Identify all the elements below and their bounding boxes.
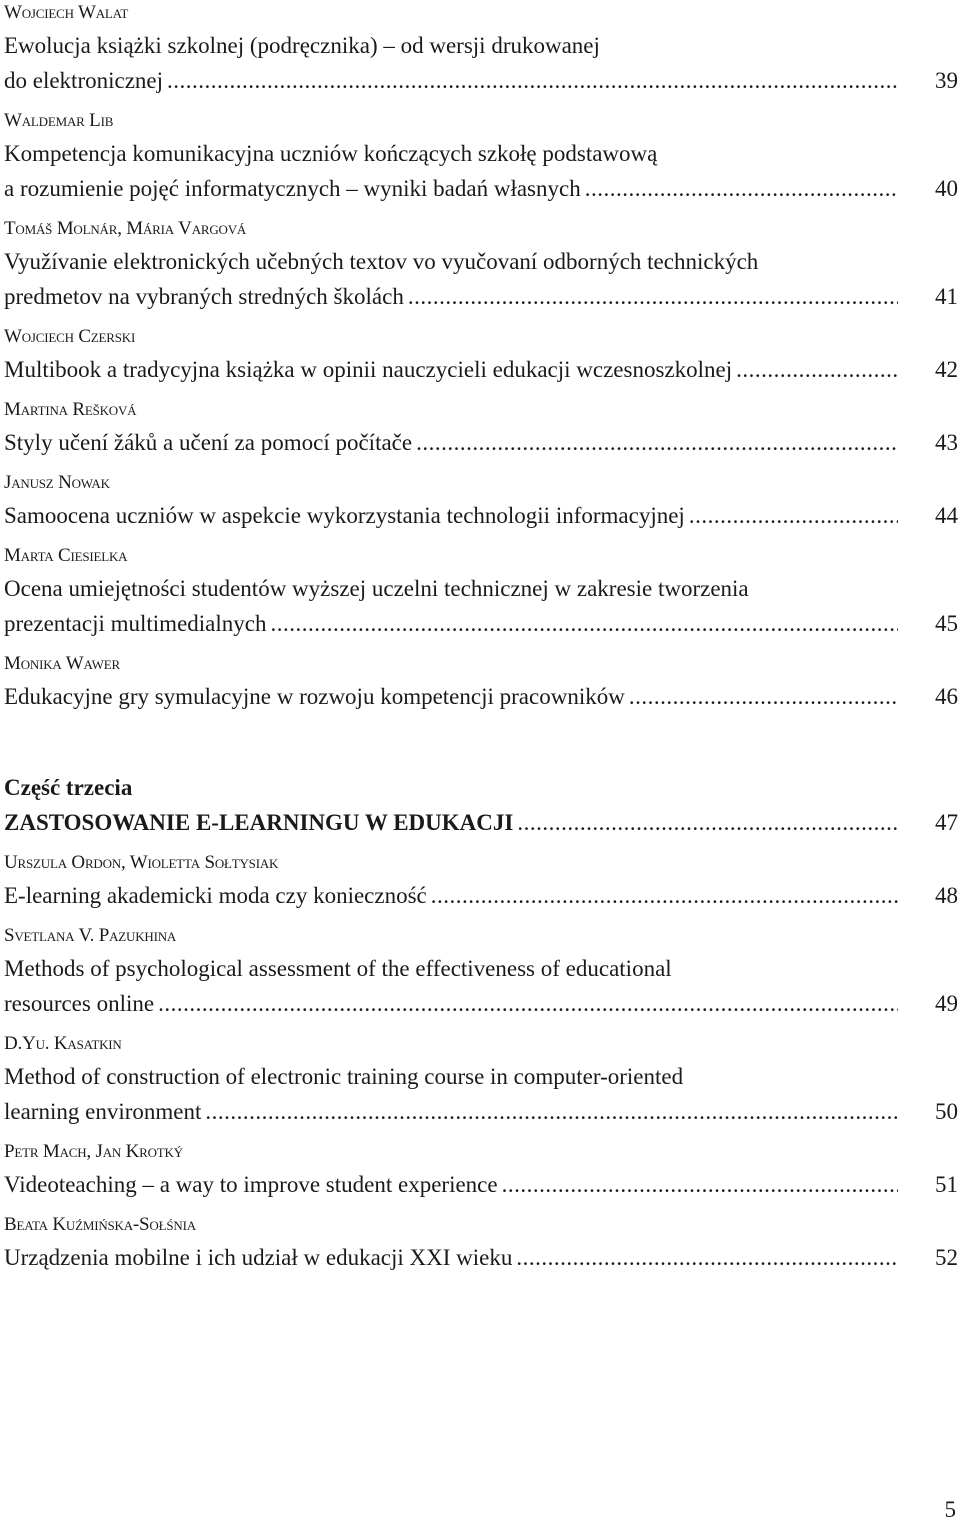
entry-author: Tomáš Molnár, Mária Vargová [4,218,247,239]
entry-title-text: Samoocena uczniów w aspekcie wykorzystania technologii informacyjnej [4,503,685,528]
entry-title-text: prezentacji multimedialnych [4,611,267,636]
entry-author: Janusz Nowak [4,472,110,493]
entry-title-text: Multibook a tradycyjna książka w opinii nauczycieli edukacji wczesnoszkolnej [4,357,733,382]
entry-title-last-line [4,352,958,387]
leader-dots [412,425,898,460]
entry-author: Monika Wawer [4,653,120,674]
entry-title-text: resources online [4,991,155,1016]
entry-title-last-line [4,679,958,714]
entry-title-last-line [4,606,958,641]
toc-entry[interactable] [4,1031,958,1139]
entry-page-number: 45 [935,611,958,636]
toc-entry[interactable] [4,470,958,543]
entry-author: D.Yu. Kasatkin [4,1033,122,1054]
entry-title-line: Využívanie elektronických učebných textov vo vyučovaní odborných technických [4,249,759,274]
entry-page-number: 44 [935,503,958,528]
leader-dots [163,63,898,98]
entry-page-number: 41 [935,284,958,309]
entry-title-line: Ewolucja książki szkolnej (podręcznika) – od wersji drukowanej [4,33,600,58]
entry-title-text: learning environment [4,1099,202,1124]
entry-title-last-line [4,1240,958,1275]
entry-title-last-line [4,63,958,98]
leader-dots [154,986,898,1021]
entry-title-last-line [4,986,958,1021]
entry-title-text: Videoteaching – a way to improve student experience [4,1172,498,1197]
leader-dots [512,1240,898,1275]
leader-dots [498,1167,898,1202]
toc-entry[interactable] [4,543,958,651]
leader-dots [427,878,898,913]
entry-title-last-line [4,171,958,206]
page-number: 5 [944,1497,956,1522]
section-part-label: Część trzecia [4,775,133,800]
entry-page-number: 42 [935,357,958,382]
entry-title-text: do elektronicznej [4,68,164,93]
leader-dots [732,352,898,387]
leader-dots [201,1094,898,1129]
entry-author: Urszula Ordon, Wioletta Sołtysiak [4,852,279,873]
leader-dots [404,279,898,314]
section-title: ZASTOSOWANIE E-LEARNINGU W EDUKACJI [4,810,514,835]
toc-entries-after [4,850,958,1275]
entry-author: Wojciech Czerski [4,326,136,347]
entry-page-number: 40 [935,176,958,201]
entry-title-line: Methods of psychological assessment of the effectiveness of educational [4,956,672,981]
toc-entry[interactable] [4,324,958,397]
section-title-line[interactable] [4,805,958,840]
leader-dots [581,171,898,206]
toc-section-heading [4,770,958,840]
entry-title-line: Method of construction of electronic training course in computer-oriented [4,1064,684,1089]
toc-entries-before [4,0,958,714]
toc-entry[interactable] [4,651,958,714]
entry-author: Petr Mach, Jan Krotký [4,1141,183,1162]
entry-title-text: predmetov na vybraných stredných školách [4,284,404,309]
toc-entry[interactable] [4,1139,958,1212]
entry-title-text: a rozumienie pojęć informatycznych – wyniki badań własnych [4,176,581,201]
entry-page-number: 52 [935,1245,958,1270]
entry-title-line: Ocena umiejętności studentów wyższej uczelni technicznej w zakresie tworzenia [4,576,749,601]
toc-entry[interactable] [4,850,958,923]
toc-entry[interactable] [4,923,958,1031]
table-of-contents [4,0,958,1275]
entry-author: Waldemar Lib [4,110,114,131]
entry-title-last-line [4,878,958,913]
entry-author: Martina Rešková [4,399,137,420]
entry-title-last-line [4,279,958,314]
leader-dots [685,498,898,533]
leader-dots [513,805,898,840]
entry-author: Svetlana V. Pazukhina [4,925,177,946]
toc-entry[interactable] [4,216,958,324]
entry-page-number: 43 [935,430,958,455]
entry-title-text: Styly učení žáků a učení za pomocí počítače [4,430,413,455]
toc-entry[interactable] [4,108,958,216]
leader-dots [266,606,898,641]
entry-page-number: 51 [935,1172,958,1197]
entry-page-number: 46 [935,684,958,709]
entry-title-text: E-learning akademicki moda czy konieczność [4,883,427,908]
leader-dots [625,679,898,714]
toc-entry[interactable] [4,1212,958,1275]
entry-title-last-line [4,425,958,460]
entry-title-line: Kompetencja komunikacyjna uczniów kończących szkołę podstawową [4,141,658,166]
entry-author: Marta Ciesielka [4,545,128,566]
entry-title-last-line [4,1167,958,1202]
entry-title-text: Edukacyjne gry symulacyjne w rozwoju kompetencji pracowników [4,684,625,709]
entry-title-text: Urządzenia mobilne i ich udział w edukacji XXI wieku [4,1245,513,1270]
entry-page-number: 48 [935,883,958,908]
entry-author: Beata Kuźmińska-Sołśnia [4,1214,196,1235]
toc-entry[interactable] [4,0,958,108]
entry-page-number: 49 [935,991,958,1016]
toc-entry[interactable] [4,397,958,470]
entry-page-number: 50 [935,1099,958,1124]
section-page-number: 47 [935,810,958,835]
entry-author: Wojciech Walat [4,2,129,23]
entry-title-last-line [4,498,958,533]
entry-page-number: 39 [935,68,958,93]
entry-title-last-line [4,1094,958,1129]
